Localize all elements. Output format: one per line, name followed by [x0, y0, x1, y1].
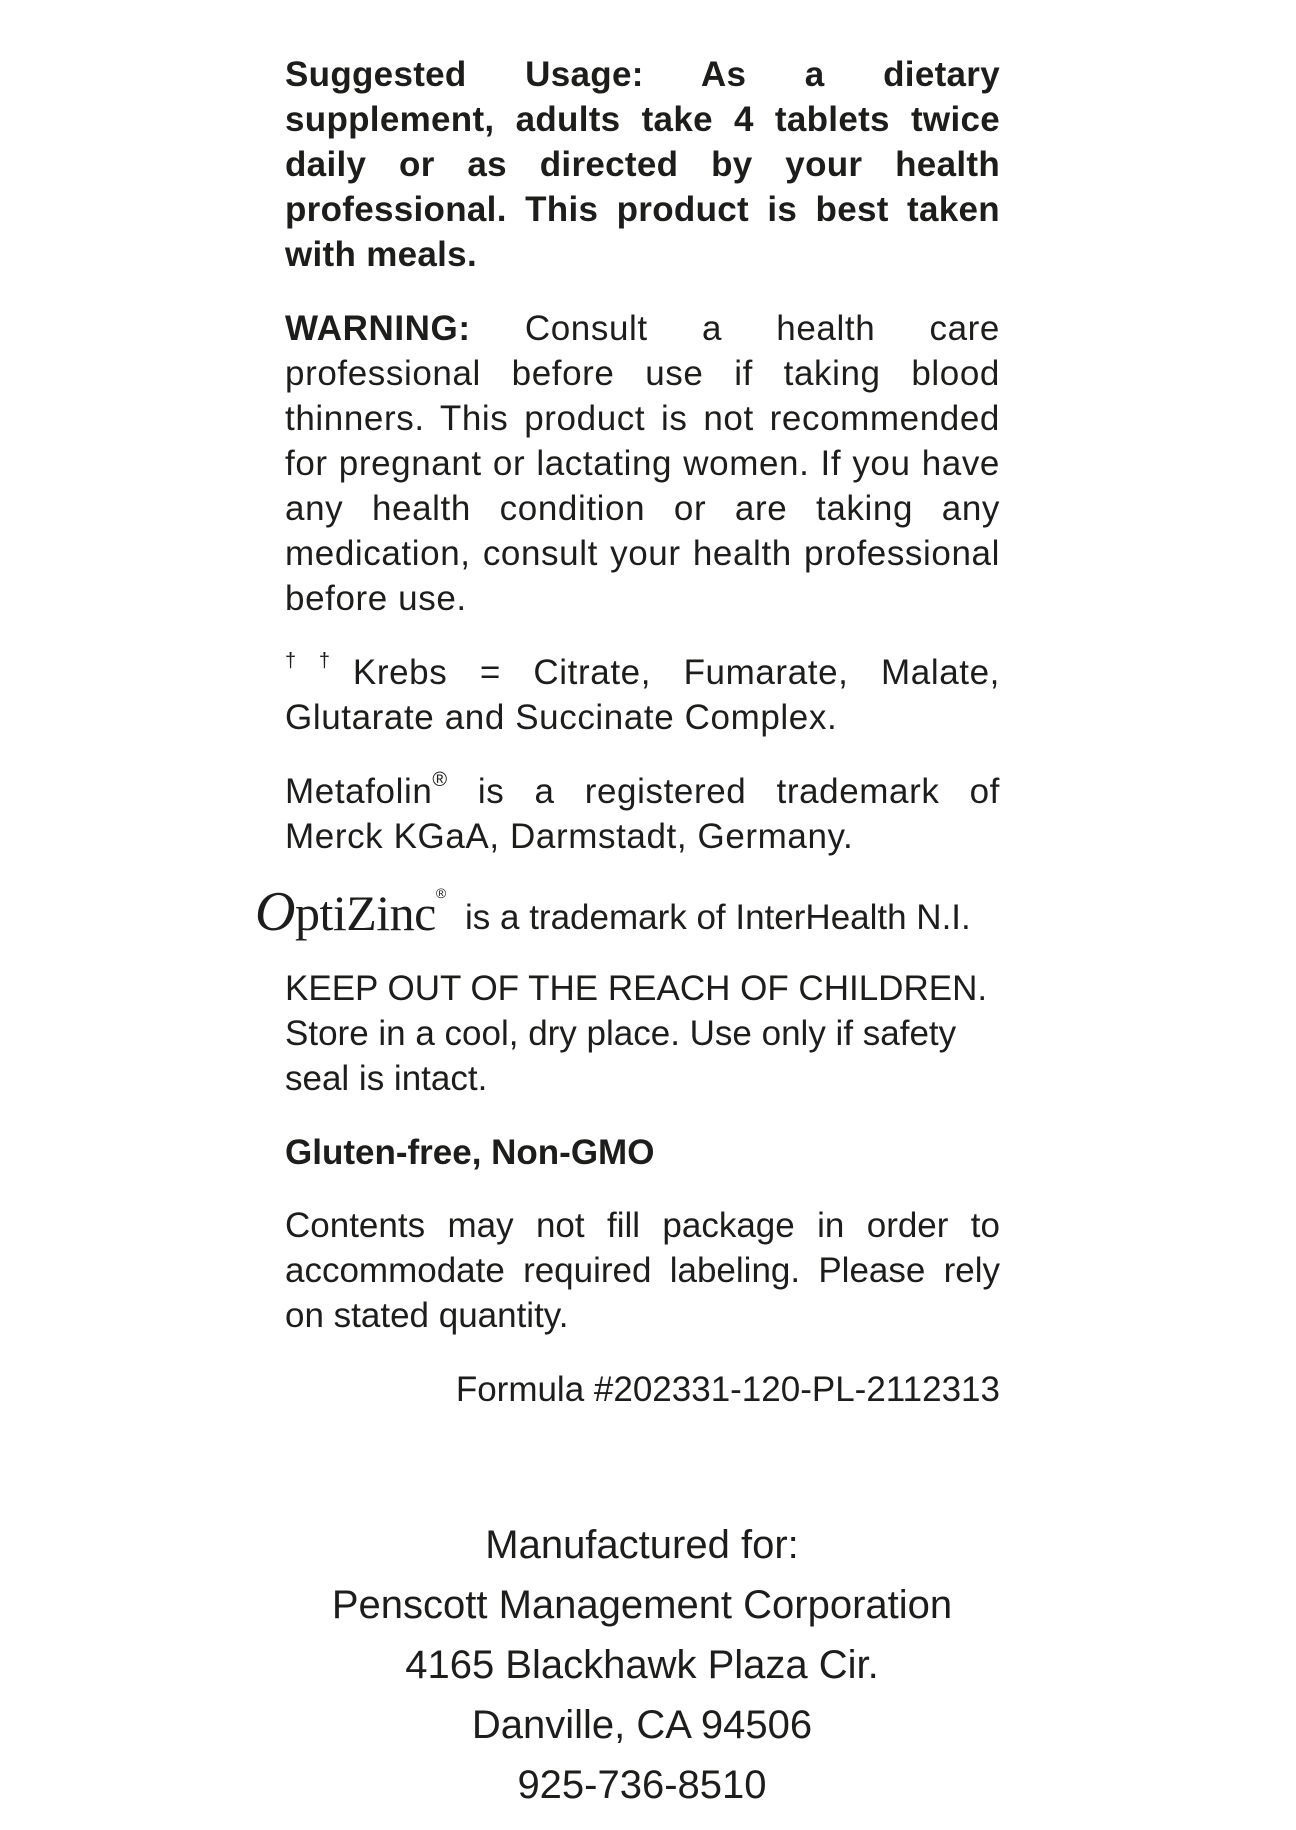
optizinc-text: is a trademark of InterHealth N.I. [465, 898, 971, 937]
suggested-usage-heading: Suggested Usage: [285, 55, 644, 94]
optizinc-trademark-note [255, 881, 1000, 948]
optizinc-logo-wordmark: ptiZinc [294, 885, 436, 941]
metafolin-text: is a registered trademark of Merck KGaA, Darmstadt, Germany. [285, 772, 1000, 856]
manufacturer-block [0, 1515, 1284, 1815]
registered-mark: ® [432, 769, 448, 792]
optizinc-logo-initial: O [255, 881, 295, 943]
optizinc-logo [255, 882, 446, 943]
double-dagger-mark: †† [285, 650, 353, 673]
metafolin-trademark-note [285, 769, 1000, 859]
phone-number: 925-736-8510 [517, 1763, 767, 1807]
label-text-panel [255, 52, 1000, 1412]
warning-text: Consult a health care professional before use if taking blood thinners. This product is not recommended for pregnant or lactating women. If you have any health condition or are taking any medication, consult your health professional before use. [285, 309, 1000, 618]
krebs-text: Krebs = Citrate, Fumarate, Malate, Glutarate and Succinate Complex. [285, 653, 1000, 737]
company-name: Penscott Management Corporation [331, 1583, 953, 1627]
suggested-usage-text: As a dietary supplement, adults take 4 tablets twice daily or as directed by your health professional. This product is best taken with meals. [285, 55, 1000, 274]
optizinc-registered-mark: ® [435, 885, 446, 902]
storage-instructions: Store in a cool, dry place. Use only if safety seal is intact. [285, 1014, 957, 1098]
keep-out-warning: KEEP OUT OF THE REACH OF CHILDREN. [285, 969, 988, 1008]
gluten-free-statement: Gluten-free, Non-GMO [285, 1133, 655, 1172]
metafolin-name: Metafolin [285, 772, 433, 811]
warning-paragraph [285, 306, 1000, 621]
formula-number: Formula #202331-120-PL-2112313 [455, 1370, 1000, 1409]
street-address: 4165 Blackhawk Plaza Cir. [405, 1643, 879, 1687]
suggested-usage-paragraph [285, 52, 1000, 277]
manufactured-for-heading: Manufactured for: [485, 1523, 799, 1567]
warning-heading: WARNING: [285, 309, 471, 348]
city-state-zip: Danville, CA 94506 [471, 1703, 813, 1747]
keep-out-paragraph [285, 966, 1000, 1101]
krebs-footnote [285, 650, 1000, 740]
contents-disclaimer: Contents may not fill package in order to accommodate required labeling. Please rely on stated quantity. [285, 1206, 1000, 1335]
